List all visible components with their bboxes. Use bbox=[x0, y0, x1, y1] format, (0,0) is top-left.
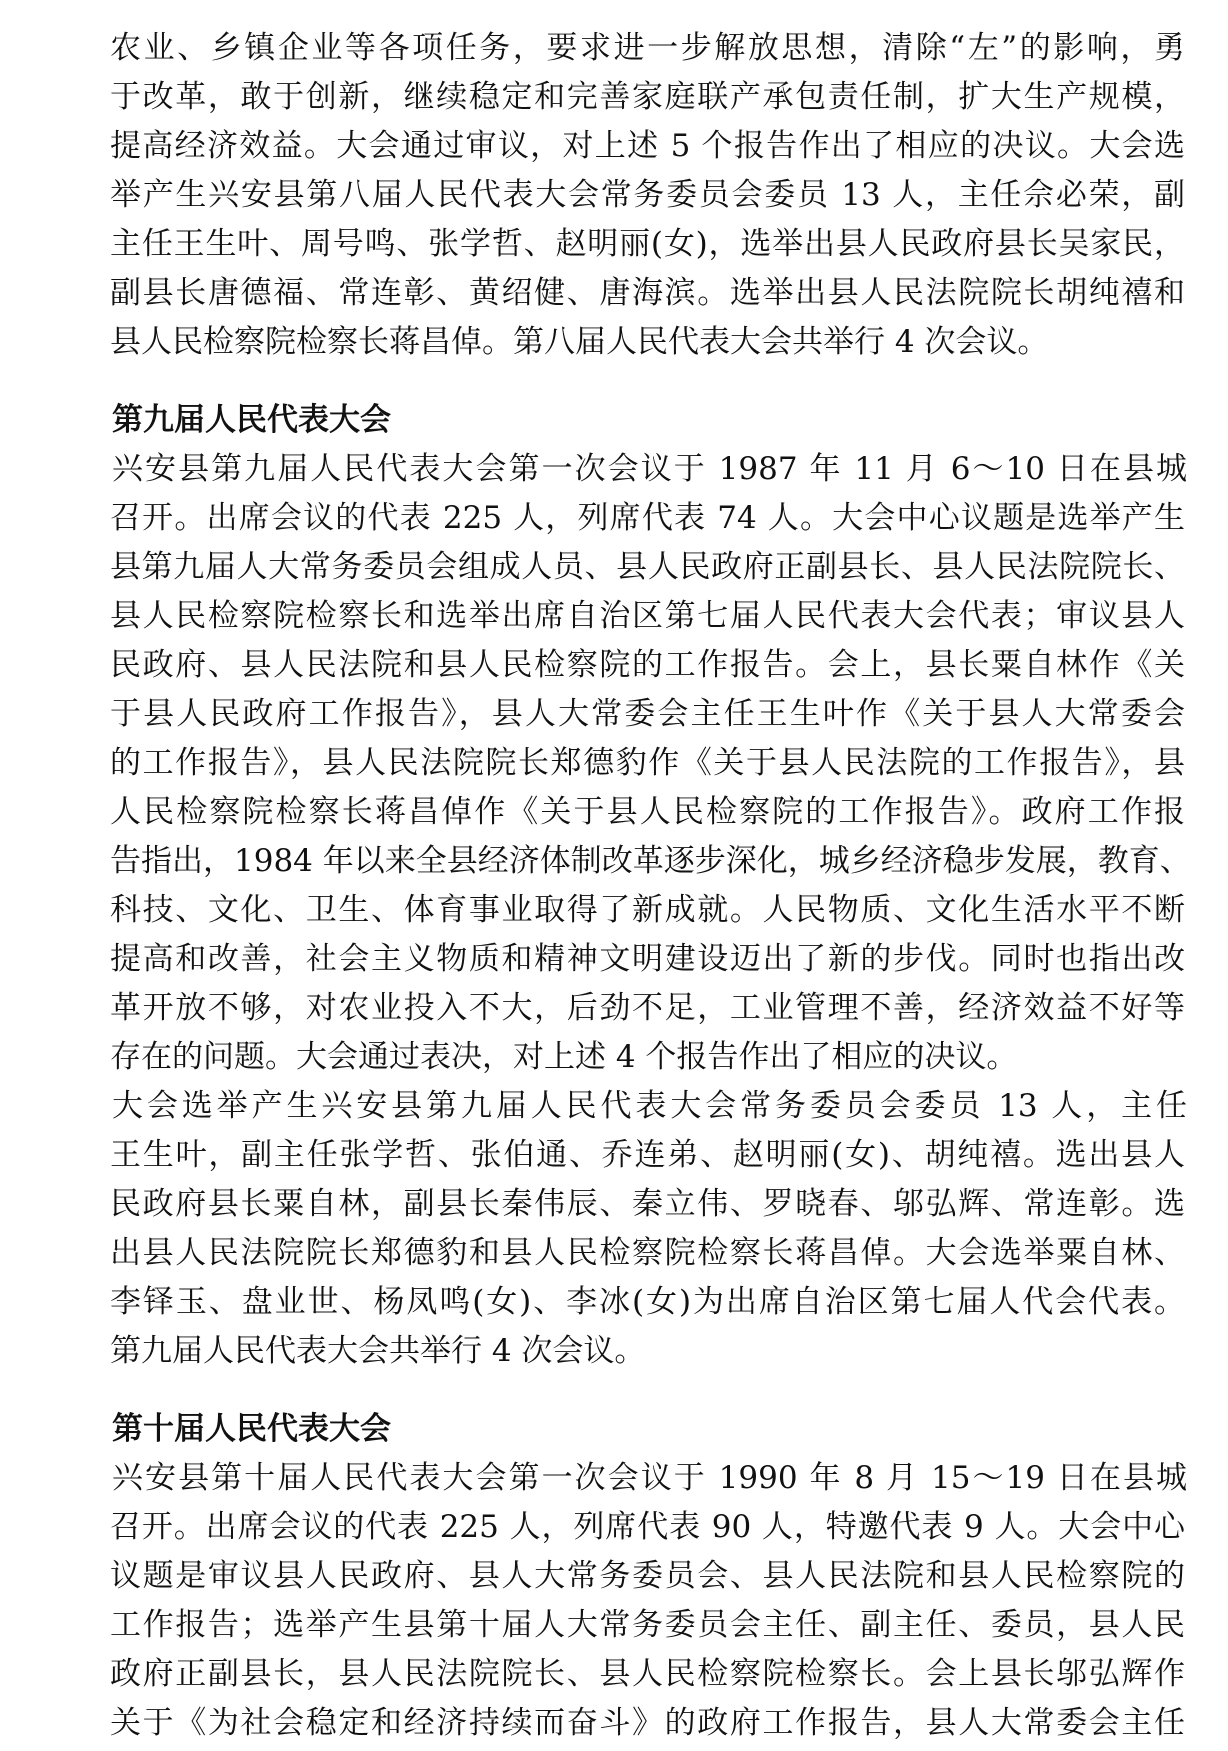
paragraph-first-line: 兴安县第十届人民代表大会第一次会议于 1990 年 8 月 15～19 日在县城 bbox=[112, 1460, 1187, 1496]
paragraph-first-line: 大会选举产生兴安县第九届人民代表大会常务委员会委员 13 人，主任 bbox=[112, 1088, 1187, 1124]
paragraph-line: 县第九届人大常务委员会组成人员、县人民政府正副县长、县人民法院院长、 bbox=[110, 549, 1185, 585]
paragraph-line: 王生叶，副主任张学哲、张伯通、乔连弟、赵明丽(女)、胡纯禧。选出县人 bbox=[110, 1137, 1185, 1173]
paragraph-line: 召开。出席会议的代表 225 人，列席代表 74 人。大会中心议题是选举产生 bbox=[110, 500, 1185, 536]
paragraph-line: 工作报告；选举产生县第十届人大常务委员会主任、副主任、委员，县人民 bbox=[110, 1607, 1185, 1643]
paragraph-line: 副县长唐德福、常连彰、黄绍健、唐海滨。选举出县人民法院院长胡纯禧和 bbox=[110, 275, 1185, 311]
paragraph-line: 举产生兴安县第八届人民代表大会常务委员会委员 13 人，主任佘必荣，副 bbox=[110, 177, 1185, 213]
paragraph-line: 人民检察院检察长蒋昌倬作《关于县人民检察院的工作报告》。政府工作报 bbox=[110, 794, 1185, 830]
paragraph-line: 告指出，1984 年以来全县经济体制改革逐步深化，城乡经济稳步发展，教育、 bbox=[110, 843, 1191, 879]
paragraph-line: 存在的问题。大会通过表决，对上述 4 个报告作出了相应的决议。 bbox=[110, 1039, 1018, 1075]
paragraph-line: 出县人民法院院长郑德豹和县人民检察院检察长蒋昌倬。大会选举粟自林、 bbox=[110, 1235, 1185, 1271]
paragraph-first-line: 兴安县第九届人民代表大会第一次会议于 1987 年 11 月 6～10 日在县城 bbox=[112, 451, 1187, 487]
paragraph-line: 民政府、县人民法院和县人民检察院的工作报告。会上，县长粟自林作《关 bbox=[110, 647, 1185, 683]
paragraph-line: 革开放不够，对农业投入不大，后劲不足，工业管理不善，经济效益不好等 bbox=[110, 990, 1185, 1026]
paragraph-line: 主任王生叶、周号鸣、张学哲、赵明丽(女)，选举出县人民政府县长吴家民， bbox=[110, 226, 1185, 262]
paragraph-line: 于县人民政府工作报告》，县人大常委会主任王生叶作《关于县人大常委会 bbox=[110, 696, 1185, 732]
section-heading: 第十届人民代表大会 bbox=[112, 1411, 391, 1447]
paragraph-line: 提高经济效益。大会通过审议，对上述 5 个报告作出了相应的决议。大会选 bbox=[110, 128, 1185, 164]
paragraph-line: 科技、文化、卫生、体育事业取得了新成就。人民物质、文化生活水平不断 bbox=[110, 892, 1185, 928]
section-heading: 第九届人民代表大会 bbox=[112, 402, 391, 438]
paragraph-line: 县人民检察院检察长蒋昌倬。第八届人民代表大会共举行 4 次会议。 bbox=[110, 324, 1049, 360]
paragraph-line: 的工作报告》，县人民法院院长郑德豹作《关于县人民法院的工作报告》，县 bbox=[110, 745, 1185, 781]
paragraph-line: 农业、乡镇企业等各项任务，要求进一步解放思想，清除“左”的影响，勇 bbox=[110, 30, 1185, 66]
paragraph-line: 政府正副县长，县人民法院院长、县人民检察院检察长。会上县长邬弘辉作 bbox=[110, 1656, 1185, 1692]
paragraph-line: 提高和改善，社会主义物质和精神文明建设迈出了新的步伐。同时也指出改 bbox=[110, 941, 1185, 977]
paragraph-line: 李铎玉、盘业世、杨凤鸣(女)、李冰(女)为出席自治区第七届人代会代表。 bbox=[110, 1284, 1185, 1320]
paragraph-line: 于改革，敢于创新，继续稳定和完善家庭联产承包责任制，扩大生产规模， bbox=[110, 79, 1185, 115]
paragraph-line: 召开。出席会议的代表 225 人，列席代表 90 人，特邀代表 9 人。大会中心 bbox=[110, 1509, 1185, 1545]
paragraph-line: 民政府县长粟自林，副县长秦伟辰、秦立伟、罗晓春、邬弘辉、常连彰。选 bbox=[110, 1186, 1185, 1222]
paragraph-line: 议题是审议县人民政府、县人大常务委员会、县人民法院和县人民检察院的 bbox=[110, 1558, 1185, 1594]
paragraph-line: 县人民检察院检察长和选举出席自治区第七届人民代表大会代表；审议县人 bbox=[110, 598, 1185, 634]
paragraph-line: 第九届人民代表大会共举行 4 次会议。 bbox=[110, 1333, 646, 1369]
paragraph-line: 关于《为社会稳定和经济持续而奋斗》的政府工作报告，县人大常委会主任 bbox=[110, 1705, 1185, 1741]
